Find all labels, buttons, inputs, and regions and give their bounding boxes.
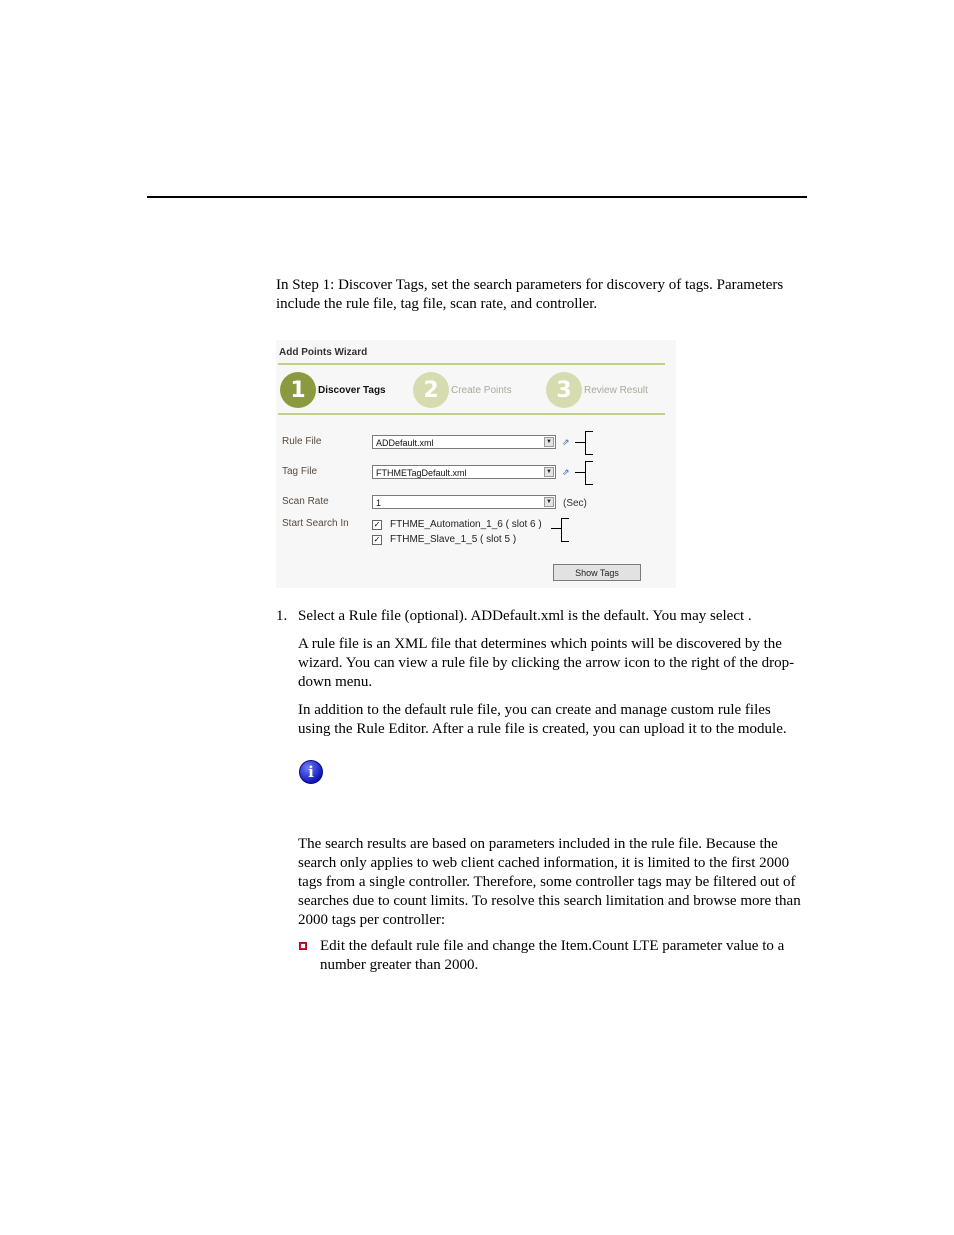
callout-bracket-top — [585, 461, 593, 462]
step-1-number: 1 — [280, 372, 316, 408]
step-review-result[interactable] — [546, 371, 648, 409]
checkbox[interactable]: ✓ — [373, 534, 381, 544]
tag-file-select[interactable] — [372, 465, 556, 479]
step-create-points[interactable] — [413, 371, 512, 409]
callout-bracket-bottom — [585, 484, 593, 485]
intro-paragraph: In Step 1: Discover Tags, set the search parameters for discovery of tags. Parameters include the rule file, tag file, scan rate, and controller. — [276, 277, 784, 312]
view-tag-file-icon[interactable]: ⇗ — [562, 467, 570, 477]
search-results-paragraph: The search results are based on parameters included in the rule file. Because the search only applies to web client cached information, it is limited to the first 2000 tags from a single controller. Therefore, some controller tags may be filtered out of searches due to count limits. To resolve this search limitation and browse more than 2000 tags per controller: — [298, 836, 801, 928]
step-1-label: Discover Tags — [318, 384, 386, 396]
step-discover-tags[interactable] — [280, 371, 386, 409]
callout-bracket-bottom — [585, 454, 593, 455]
show-tags-button[interactable]: Show Tags — [553, 564, 641, 581]
step-1-text: Select a Rule file (optional). ADDefault.xml is the default. You may select . — [298, 608, 752, 624]
step-3-number: 3 — [546, 372, 582, 408]
callout-bracket-top — [585, 431, 593, 432]
scan-rate-select[interactable] — [372, 495, 556, 509]
controller-label: FTHME_Slave_1_5 ( slot 5 ) — [390, 534, 517, 545]
checkbox[interactable]: ✓ — [373, 519, 381, 529]
view-rule-file-icon[interactable]: ⇗ — [562, 437, 570, 447]
step-2-number: 2 — [413, 372, 449, 408]
scan-rate-unit: (Sec) — [563, 498, 587, 509]
step-3-label: Review Result — [584, 384, 648, 396]
callout-line — [575, 442, 585, 443]
wizard-top-divider — [278, 363, 665, 365]
step-2-label: Create Points — [451, 384, 512, 396]
chevron-down-icon[interactable]: ▼ — [544, 497, 554, 507]
scan-rate-value: 1 — [376, 498, 382, 508]
scan-rate-label: Scan Rate — [282, 496, 329, 507]
tag-file-value: FTHMETagDefault.xml — [376, 468, 467, 478]
wizard-title: Add Points Wizard — [279, 347, 368, 358]
header-rule — [147, 196, 807, 198]
bullet-icon — [299, 942, 307, 950]
callout-line — [575, 472, 585, 473]
add-points-wizard-figure — [276, 340, 676, 588]
rule-file-description: A rule file is an XML file that determines which points will be discovered by the wizard. You can view a rule file by clicking the arrow icon to the right of the drop-down menu. — [298, 636, 795, 690]
wizard-steps-divider — [278, 413, 665, 415]
callout-bracket — [585, 431, 586, 455]
chevron-down-icon[interactable]: ▼ — [544, 467, 554, 477]
rule-editor-description: In addition to the default rule file, you can create and manage custom rule files using the Rule Editor. After a rule file is created, you can upload it to the module. — [298, 702, 787, 737]
info-icon: i — [299, 760, 323, 784]
rule-file-label: Rule File — [282, 436, 322, 447]
tag-file-label: Tag File — [282, 466, 318, 477]
rule-file-value: ADDefault.xml — [376, 438, 434, 448]
controller-label: FTHME_Automation_1_6 ( slot 6 ) — [390, 519, 542, 530]
callout-bracket-bottom — [561, 541, 569, 542]
callout-bracket — [585, 461, 586, 485]
bullet-item: Edit the default rule file and change the Item.Count LTE parameter value to a number greater than 2000. — [320, 938, 785, 973]
controller-option[interactable] — [372, 519, 542, 530]
callout-bracket-top — [561, 518, 569, 519]
callout-bracket — [561, 518, 562, 542]
callout-line — [551, 528, 561, 529]
step-number: 1. — [276, 608, 288, 624]
start-search-label: Start Search In — [282, 518, 349, 529]
chevron-down-icon[interactable]: ▼ — [544, 437, 554, 447]
controller-option[interactable] — [372, 534, 516, 545]
rule-file-select[interactable] — [372, 435, 556, 449]
